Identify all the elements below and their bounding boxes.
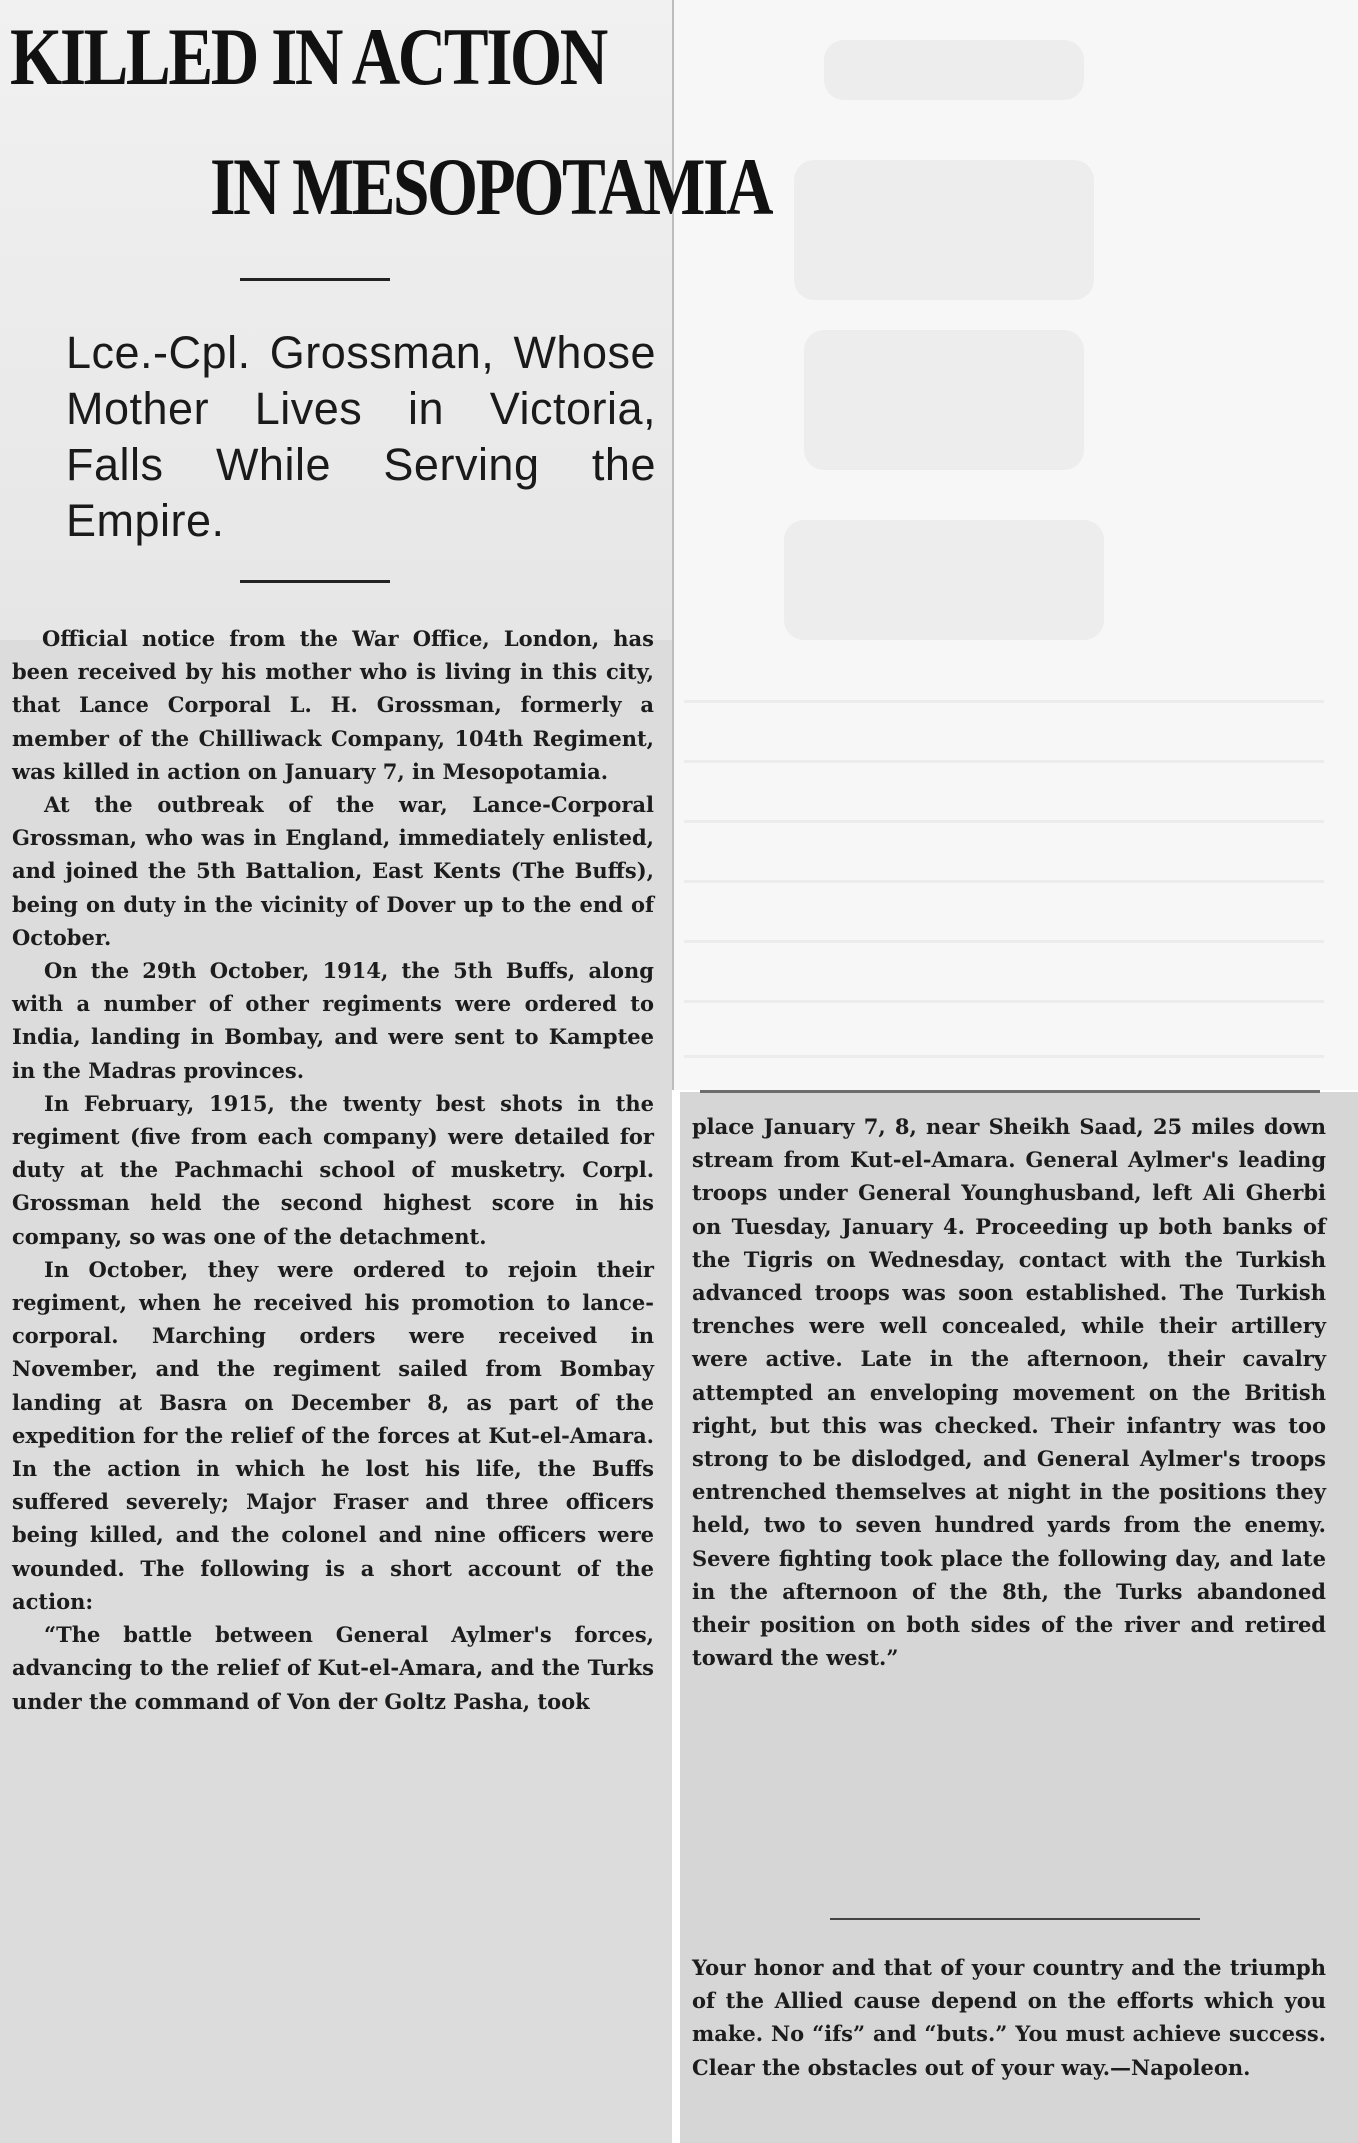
subhead-divider [240, 580, 390, 583]
headline-line-1: KILLED IN ACTION [10, 11, 606, 102]
paragraph: In February, 1915, the twenty best shots in the regiment (five from each company) were detailed for duty at the Pachmachi school of musketry. Corpl. Grossman held the second highest score in his company, so was one of the detachment. [12, 1090, 654, 1249]
article-body-right [692, 1110, 1326, 1674]
subheadline: Lce.-Cpl. Grossman, Whose Mother Lives in Victoria, Falls While Serving the Empire. [66, 327, 656, 546]
paragraph: “The battle between General Aylmer's forces, advancing to the relief of Kut-el-Amara, and the Turks under the command of Von der Goltz Pasha, took [12, 1622, 654, 1714]
paragraph: At the outbreak of the war, Lance-Corporal Grossman, who was in England, immediately enlisted, and joined the 5th Battalion, East Kents (The Buffs), being on duty in the vicinity of Dover up to the end of October. [12, 792, 654, 950]
paragraph: In October, they were ordered to rejoin their regiment, when he received his promotion to lance-corporal. Marching orders were received in November, and the regiment sailed from Bombay landing at Basra on December 8, as part of the expedition for the relief of the forces at Kut-el-Amara. In the action in which he lost his life, the Buffs suffered severely; Major Fraser and three officers being killed, and the colonel and nine officers were wounded. The following is a short account of the action: [12, 1256, 654, 1614]
right-column-top-rule [700, 1090, 1320, 1093]
article-body-left [12, 622, 654, 1718]
paragraph: place January 7, 8, near Sheikh Saad, 25 miles down stream from Kut-el-Amara. General Aylmer's leading troops under General Younghusband, left Ali Gherbi on Tuesday, January 4. Proceeding up both banks of the Tigris on Wednesday, contact with the Turkish advanced troops was soon established. The Turkish trenches were well concealed, while their artillery were active. Late in the afternoon, their cavalry attempted an enveloping movement on the British right, but this was checked. Their infantry was too strong to be dislodged, and General Aylmer's troops entrenched themselves at night in the positions they held, two to seven hundred yards from the enemy. Severe fighting took place the following day, and late in the afternoon of the 8th, the Turks abandoned their position on both sides of the river and retired toward the west.” [692, 1114, 1326, 1671]
napoleon-quote [692, 1930, 1326, 2105]
paragraph: Official notice from the War Office, London, has been received by his mother who is living in this city, that Lance Corporal L. H. Grossman, formerly a member of the Chilliwack Company, 104th Regiment, was killed in action on January 7, in Mesopotamia. [12, 626, 654, 784]
quote-text: Your honor and that of your country and the triumph of the Allied cause depend on the efforts which you make. No “ifs” and “buts.” You must achieve success. Clear the obstacles out of your way.—Napoleon. [692, 1955, 1326, 2080]
faded-adjacent-column [674, 0, 1358, 1090]
headline-line-2: IN MESOPOTAMIA [210, 141, 772, 232]
headline [10, 10, 772, 240]
headline-divider [240, 278, 390, 281]
paragraph: On the 29th October, 1914, the 5th Buffs, along with a number of other regiments were ordered to India, landing in Bombay, and were sent to Kamptee in the Madras provinces. [12, 958, 654, 1083]
quote-divider [830, 1918, 1200, 1920]
